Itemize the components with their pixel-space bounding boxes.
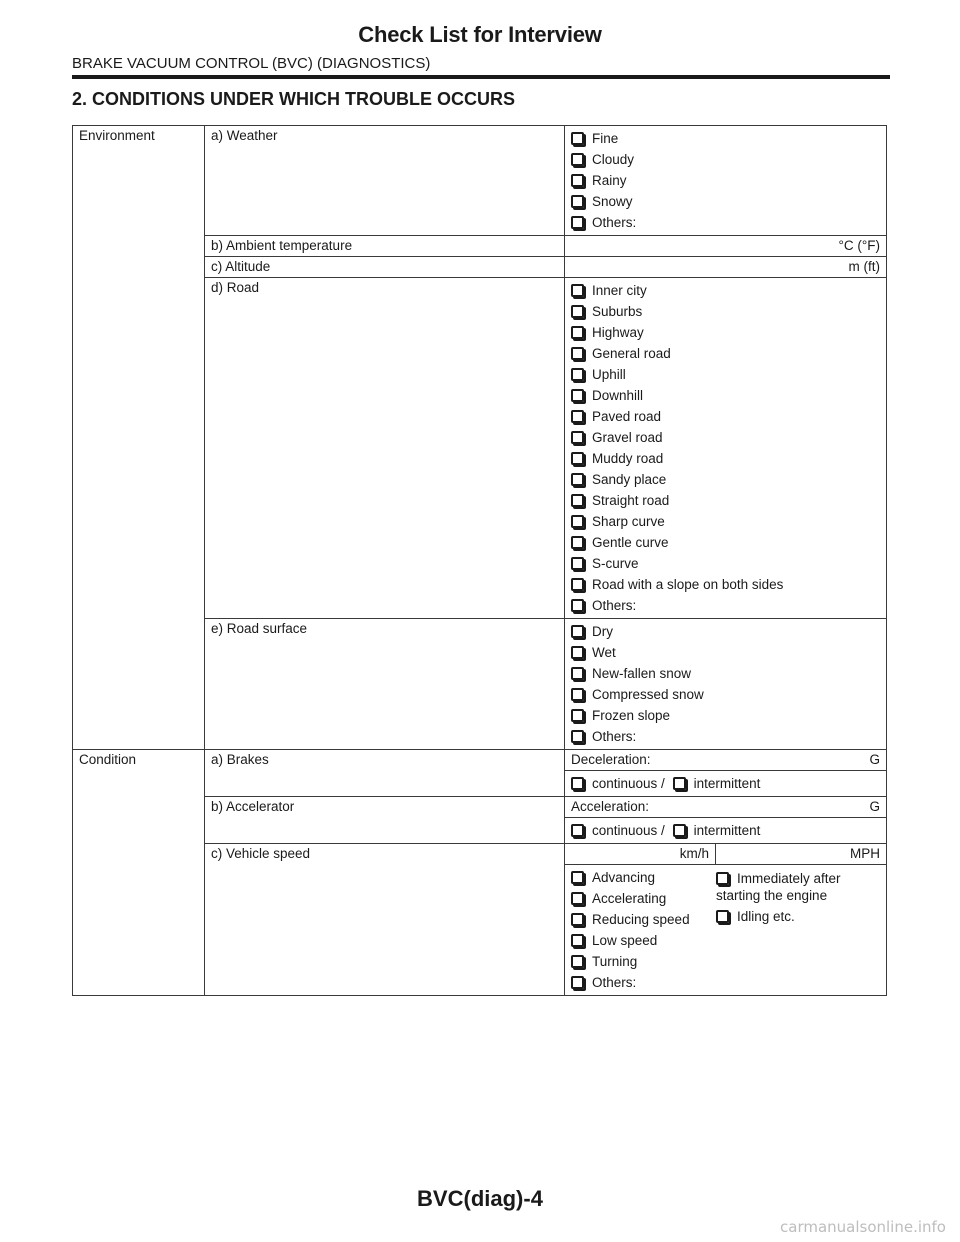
- checkbox-option[interactable]: [571, 170, 880, 191]
- checkbox-option[interactable]: [571, 212, 880, 233]
- checkbox-label: Dry: [592, 624, 613, 639]
- checkbox-icon[interactable]: [571, 305, 584, 318]
- checkbox-option[interactable]: [571, 909, 716, 930]
- checkbox-icon[interactable]: [571, 730, 584, 743]
- checkbox-label: Uphill: [592, 367, 626, 382]
- checkbox-icon[interactable]: [571, 688, 584, 701]
- checkbox-label: Highway: [592, 325, 644, 340]
- brakes-continuous-label: continuous /: [592, 776, 665, 791]
- checkbox-label: Sandy place: [592, 472, 667, 487]
- checkbox-option[interactable]: [571, 406, 880, 427]
- checkbox-label: Frozen slope: [592, 708, 671, 723]
- accelerator-frequency: [565, 818, 887, 844]
- accelerator-intermittent-label: intermittent: [693, 823, 761, 838]
- checkbox-label: Low speed: [592, 933, 658, 948]
- acceleration-unit: G: [869, 799, 880, 814]
- vehicle-speed-label: c) Vehicle speed: [205, 844, 565, 996]
- accelerator-continuous-label: continuous /: [592, 823, 665, 838]
- checkbox-label: New-fallen snow: [592, 666, 692, 681]
- page-number: BVC(diag)-4: [417, 1186, 543, 1211]
- checkbox-label: Suburbs: [592, 304, 643, 319]
- checkbox-icon[interactable]: [571, 667, 584, 680]
- weather-options: [565, 126, 887, 236]
- checkbox-option[interactable]: [571, 684, 880, 705]
- watermark: carmanualsonline.info: [780, 1218, 946, 1236]
- checkbox-option[interactable]: [571, 385, 880, 406]
- checkbox-label: Turning: [592, 954, 638, 969]
- checkbox-option[interactable]: [571, 621, 880, 642]
- checkbox-option[interactable]: [571, 280, 880, 301]
- checkbox-label: Wet: [592, 645, 616, 660]
- checkbox-label: Compressed snow: [592, 687, 704, 702]
- deceleration-label: Deceleration:: [571, 752, 651, 767]
- checkbox-option[interactable]: [571, 532, 880, 553]
- checkbox-option[interactable]: [571, 128, 880, 149]
- ambient-temperature-label: b) Ambient temperature: [205, 236, 565, 257]
- checkbox-option[interactable]: [571, 490, 880, 511]
- checkbox-icon[interactable]: [571, 892, 584, 905]
- checkbox-option[interactable]: [571, 888, 716, 909]
- checkbox-label: Others:: [592, 729, 637, 744]
- checkbox-icon[interactable]: [571, 473, 584, 486]
- checkbox-icon[interactable]: [571, 132, 584, 145]
- checkbox-option[interactable]: [571, 553, 880, 574]
- checkbox-icon[interactable]: [571, 709, 584, 722]
- checkbox-option[interactable]: [571, 448, 880, 469]
- accelerator-label: b) Accelerator: [205, 797, 565, 844]
- checkbox-icon[interactable]: [571, 410, 584, 423]
- checkbox-label: Road with a slope on both sides: [592, 577, 784, 592]
- checkbox-label: Fine: [592, 131, 619, 146]
- checkbox-label: Snowy: [592, 194, 633, 209]
- checkbox-label: Rainy: [592, 173, 627, 188]
- checkbox-icon[interactable]: [571, 494, 584, 507]
- checkbox-option[interactable]: [571, 364, 880, 385]
- checkbox-option[interactable]: [571, 574, 880, 595]
- speed-mph-field[interactable]: MPH: [850, 846, 880, 861]
- checkbox-icon[interactable]: [571, 871, 584, 884]
- brakes-frequency: [565, 771, 887, 797]
- checkbox-icon[interactable]: [571, 578, 584, 591]
- checkbox-option[interactable]: [571, 149, 880, 170]
- checkbox-option[interactable]: [571, 726, 880, 747]
- checkbox-icon[interactable]: [571, 515, 584, 528]
- vehicle-speed-units: [565, 844, 887, 865]
- deceleration-unit: G: [869, 752, 880, 767]
- checkbox-label: Paved road: [592, 409, 662, 424]
- header-rule: [72, 75, 890, 79]
- acceleration-field[interactable]: [565, 797, 887, 818]
- checkbox-option[interactable]: [571, 705, 880, 726]
- checkbox-icon[interactable]: [673, 777, 686, 790]
- checkbox-option[interactable]: [571, 642, 880, 663]
- section-heading: 2. CONDITIONS UNDER WHICH TROUBLE OCCURS: [72, 89, 516, 109]
- road-label: d) Road: [205, 278, 565, 619]
- checkbox-icon[interactable]: [571, 536, 584, 549]
- checkbox-label: Immediately after starting the engine: [716, 871, 841, 903]
- checkbox-option[interactable]: [571, 322, 880, 343]
- checkbox-icon[interactable]: [571, 777, 584, 790]
- checkbox-icon[interactable]: [716, 872, 729, 885]
- checkbox-label: S-curve: [592, 556, 639, 571]
- checkbox-option[interactable]: [571, 427, 880, 448]
- checkbox-icon[interactable]: [571, 646, 584, 659]
- checkbox-label: Reducing speed: [592, 912, 690, 927]
- altitude-label: c) Altitude: [205, 257, 565, 278]
- checkbox-label: Inner city: [592, 283, 647, 298]
- road-options: [565, 278, 887, 619]
- checkbox-option[interactable]: [716, 908, 880, 925]
- checkbox-option[interactable]: [571, 867, 716, 888]
- checkbox-icon[interactable]: [571, 431, 584, 444]
- checkbox-label: Advancing: [592, 870, 656, 885]
- checkbox-label: General road: [592, 346, 671, 361]
- checkbox-icon[interactable]: [571, 824, 584, 837]
- conditions-table: [72, 125, 887, 996]
- checkbox-label: Downhill: [592, 388, 644, 403]
- road-surface-options: [565, 619, 887, 750]
- checkbox-icon[interactable]: [571, 326, 584, 339]
- checkbox-icon[interactable]: [571, 195, 584, 208]
- checkbox-label: Gravel road: [592, 430, 663, 445]
- checkbox-option[interactable]: [571, 663, 880, 684]
- checkbox-option[interactable]: [571, 343, 880, 364]
- checkbox-icon[interactable]: [716, 910, 729, 923]
- checkbox-icon[interactable]: [571, 955, 584, 968]
- checkbox-option[interactable]: [571, 930, 716, 951]
- checkbox-icon[interactable]: [571, 976, 584, 989]
- checkbox-icon[interactable]: [571, 452, 584, 465]
- checkbox-icon[interactable]: [571, 389, 584, 402]
- checkbox-option[interactable]: [571, 595, 880, 616]
- checkbox-icon[interactable]: [673, 824, 686, 837]
- checkbox-icon[interactable]: [571, 174, 584, 187]
- deceleration-field[interactable]: [565, 750, 887, 771]
- checkbox-label: Idling etc.: [737, 909, 795, 924]
- checkbox-icon[interactable]: [571, 153, 584, 166]
- checkbox-option[interactable]: [571, 301, 880, 322]
- checkbox-option[interactable]: [571, 191, 880, 212]
- altitude-unit[interactable]: m (ft): [565, 257, 887, 278]
- checkbox-icon[interactable]: [571, 625, 584, 638]
- checkbox-option[interactable]: [571, 469, 880, 490]
- checkbox-label: Gentle curve: [592, 535, 669, 550]
- vehicle-speed-options: [565, 865, 887, 996]
- speed-kmh-field[interactable]: km/h: [565, 844, 716, 864]
- ambient-temperature-unit[interactable]: °C (°F): [565, 236, 887, 257]
- checkbox-label: Others:: [592, 598, 637, 613]
- checkbox-icon[interactable]: [571, 934, 584, 947]
- weather-label: a) Weather: [205, 126, 565, 236]
- checkbox-icon[interactable]: [571, 216, 584, 229]
- checkbox-label: Accelerating: [592, 891, 667, 906]
- checkbox-icon[interactable]: [571, 599, 584, 612]
- page-title: Check List for Interview: [358, 22, 602, 47]
- brakes-intermittent-label: intermittent: [693, 776, 761, 791]
- checkbox-option[interactable]: [571, 951, 716, 972]
- checkbox-option[interactable]: [571, 511, 880, 532]
- checkbox-icon[interactable]: [571, 557, 584, 570]
- checkbox-option[interactable]: [571, 972, 716, 993]
- road-surface-label: e) Road surface: [205, 619, 565, 750]
- checkbox-label: Sharp curve: [592, 514, 665, 529]
- environment-label: Environment: [73, 126, 205, 750]
- page-subtitle: BRAKE VACUUM CONTROL (BVC) (DIAGNOSTICS): [72, 55, 431, 72]
- acceleration-label: Acceleration:: [571, 799, 650, 814]
- checkbox-icon[interactable]: [571, 913, 584, 926]
- condition-label: Condition: [73, 750, 205, 996]
- brakes-label: a) Brakes: [205, 750, 565, 797]
- checkbox-option[interactable]: [716, 870, 880, 904]
- checkbox-icon[interactable]: [571, 284, 584, 297]
- checkbox-icon[interactable]: [571, 368, 584, 381]
- checkbox-label: Muddy road: [592, 451, 664, 466]
- checkbox-icon[interactable]: [571, 347, 584, 360]
- checkbox-label: Others:: [592, 215, 637, 230]
- checkbox-label: Straight road: [592, 493, 670, 508]
- checkbox-label: Cloudy: [592, 152, 635, 167]
- checkbox-label: Others:: [592, 975, 637, 990]
